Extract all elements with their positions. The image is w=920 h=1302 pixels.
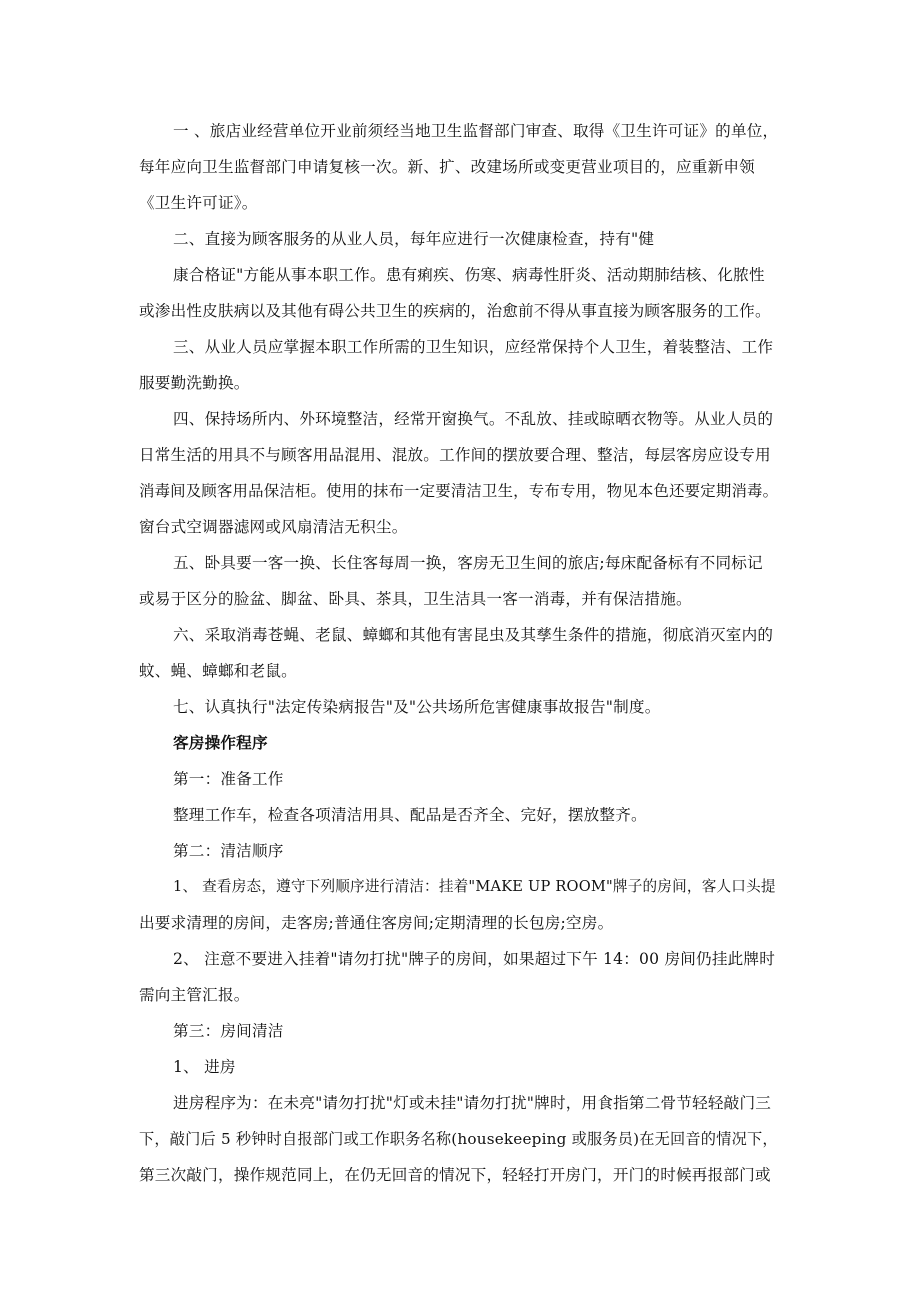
- text-line: 1、 查看房态，遵守下列顺序进行清洁：挂着"MAKE UP ROOM"牌子的房间，客人口头提: [173, 878, 776, 895]
- text-line: 2、 注意不要进入挂着"请勿打扰"牌子的房间，如果超过下午 14：00 房间仍挂此牌时: [173, 950, 776, 968]
- text-line: 第二：清洁顺序: [173, 842, 284, 860]
- text-line: 四、保持场所内、外环境整洁，经常开窗换气。不乱放、挂或晾晒衣物等。从业人员的: [173, 410, 774, 428]
- text-line: 五、卧具要一客一换、长住客每周一换，客房无卫生间的旅店;每床配备标有不同标记: [173, 554, 763, 572]
- text-line: 或渗出性皮肤病以及其他有碍公共卫生的疾病的，治愈前不得从事直接为顾客服务的工作。: [139, 302, 771, 320]
- text-line: 第一：准备工作: [173, 770, 284, 788]
- section-heading: 客房操作程序: [173, 733, 268, 752]
- document-page: [139, 113, 783, 1193]
- text-line: 每年应向卫生监督部门申请复核一次。新、扩、改建场所或变更营业项目的，应重新申领: [139, 158, 755, 176]
- text-line: 蚊、蝇、蟑螂和老鼠。: [139, 662, 297, 680]
- text-line: 《卫生许可证》。: [139, 194, 258, 212]
- text-line: 需向主管汇报。: [139, 986, 250, 1004]
- text-line: 窗台式空调器滤网或风扇清洁无积尘。: [139, 518, 408, 536]
- text-line: 二、直接为顾客服务的从业人员，每年应进行一次健康检查，持有"健: [173, 230, 655, 248]
- text-line: 康合格证"方能从事本职工作。患有痢疾、伤寒、病毒性肝炎、活动期肺结核、化脓性: [173, 266, 765, 284]
- text-line: 下，敲门后 5 秒钟时自报部门或工作职务名称(housekeeping 或服务员)在无回音的情况下，: [139, 1130, 778, 1148]
- text-line: 六、采取消毒苍蝇、老鼠、蟑螂和其他有害昆虫及其孳生条件的措施，彻底消灭室内的: [173, 626, 774, 644]
- text-line: 或易于区分的脸盆、脚盆、卧具、茶具，卫生洁具一客一消毒，并有保洁措施。: [139, 590, 692, 608]
- text-line: 三、从业人员应掌握本职工作所需的卫生知识，应经常保持个人卫生，着装整洁、工作: [173, 338, 774, 356]
- text-line: 消毒间及顾客用品保洁柜。使用的抹布一定要清洁卫生，专布专用，物见本色还要定期消毒。: [139, 482, 779, 500]
- text-line: 一 、旅店业经营单位开业前须经当地卫生监督部门审查、取得《卫生许可证》的单位，: [173, 122, 779, 140]
- text-line: 整理工作车，检查各项清洁用具、配品是否齐全、完好，摆放整齐。: [173, 806, 647, 824]
- text-line: 第三：房间清洁: [173, 1022, 284, 1040]
- text-line: 日常生活的用具不与顾客用品混用、混放。工作间的摆放要合理、整洁，每层客房应设专用: [139, 446, 771, 464]
- text-line: 1、 进房: [173, 1058, 236, 1076]
- text-line: 出要求清理的房间，走客房;普通住客房间;定期清理的长包房;空房。: [139, 914, 614, 932]
- text-line: 进房程序为：在未亮"请勿打扰"灯或未挂"请勿打扰"牌时，用食指第二骨节轻轻敲门三: [173, 1094, 772, 1112]
- text-line: 七、认真执行"法定传染病报告"及"公共场所危害健康事故报告"制度。: [173, 698, 661, 716]
- text-line: 第三次敲门，操作规范同上，在仍无回音的情况下，轻轻打开房门，开门的时候再报部门或: [139, 1166, 771, 1184]
- text-line: 服要勤洗勤换。: [139, 374, 250, 392]
